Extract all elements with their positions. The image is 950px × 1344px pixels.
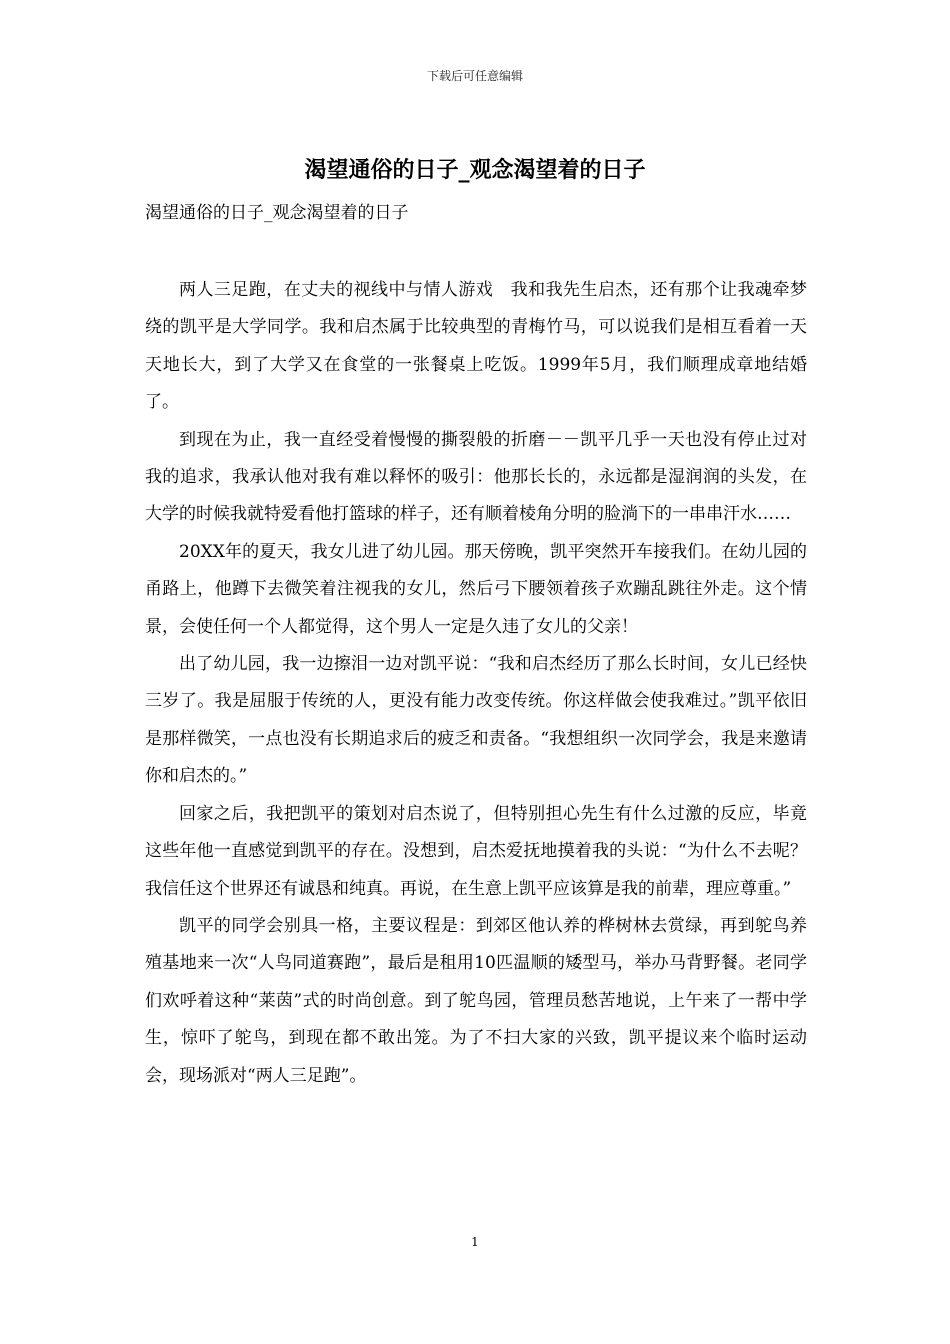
paragraph: 凯平的同学会别具一格，主要议程是：到郊区他认养的桦树林去赏绿，再到鸵鸟养殖基地来一次“人鸟同道赛跑”，最后是租用10匹温顺的矮型马，举办马背野餐。老同学们欢呼着这种“莱茵”式的时尚创意。到了鸵鸟园，管理员愁苦地说，上午来了一帮中学生，惊吓了鸵鸟，到现在都不敢出笼。为了不扫大家的兴致，凯平提议来个临时运动会，现场派对“两人三足跑”。 bbox=[145, 915, 807, 1086]
paragraph: 回家之后，我把凯平的策划对启杰说了，但特别担心先生有什么过激的反应，毕竟这些年他一直感觉到凯平的存在。没想到，启杰爱抚地摸着我的头说：“为什么不去呢？我信任这个世界还有诚恳和纯真。再说，在生意上凯平应该算是我的前辈，理应尊重。” bbox=[145, 803, 807, 899]
document-title: 渴望通俗的日子_观念渴望着的日子 bbox=[304, 157, 646, 183]
page-number: 1 bbox=[471, 1235, 479, 1249]
document-subtitle: 渴望通俗的日子_观念渴望着的日子 bbox=[145, 203, 409, 223]
paragraph: 两人三足跑，在丈夫的视线中与情人游戏 我和我先生启杰，还有那个让我魂牵梦绕的凯平是大学同学。我和启杰属于比较典型的青梅竹马，可以说我们是相互看着一天天地长大，到了大学又在食堂的一张餐桌上吃饭。1999年5月，我们顺理成章地结婚了。 bbox=[145, 280, 807, 413]
paragraph: 出了幼儿园，我一边擦泪一边对凯平说：“我和启杰经历了那么长时间，女儿已经快三岁了。我是屈服于传统的人，更没有能力改变传统。你这样做会使我难过。”凯平依旧是那样微笑，一点也没有长期追求后的疲乏和责备。“我想组织一次同学会，我是来邀请你和启杰的。” bbox=[145, 654, 807, 787]
paragraph: 20XX年的夏天，我女儿进了幼儿园。那天傍晚，凯平突然开车接我们。在幼儿园的甬路上，他蹲下去微笑着注视我的女儿，然后弓下腰领着孩子欢蹦乱跳往外走。这个情景，会使任何一个人都觉得，这个男人一定是久违了女儿的父亲！ bbox=[145, 541, 807, 637]
document-body bbox=[145, 272, 807, 1095]
page-header: 下载后可任意编辑 bbox=[426, 69, 523, 83]
paragraph: 到现在为止，我一直经受着慢慢的撕裂般的折磨－－凯平几乎一天也没有停止过对我的追求，我承认他对我有难以释怀的吸引：他那长长的，永远都是湿润润的头发，在大学的时候我就特爱看他打篮球的样子，还有顺着棱角分明的脸淌下的一串串汗水…… bbox=[145, 429, 807, 525]
